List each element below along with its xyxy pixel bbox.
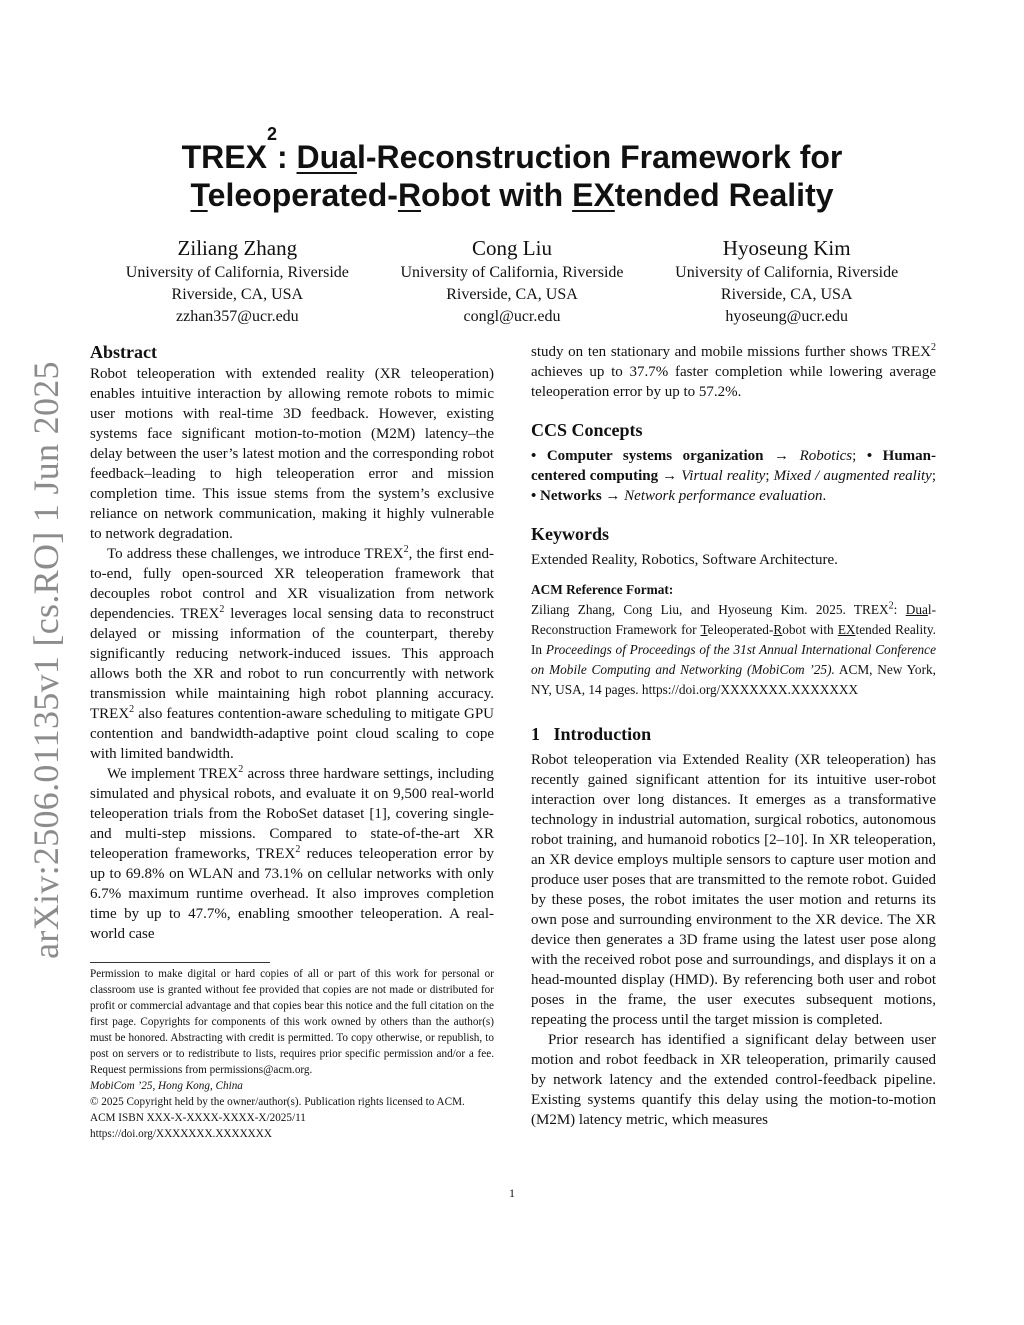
right-column [531,342,936,1130]
ccs-concepts: • Computer systems organization → Robotics; • Human-centered computing → Virtual reality; Mixed / augmented reality; • Networks → Network performance evaluation. [531,448,936,504]
author-3 [649,234,924,328]
author-location: Riverside, CA, USA [446,286,578,303]
page-number: 1 [509,1186,515,1200]
permission-notice: Permission to make digital or hard copies of all or part of this work for personal or classroom use is granted without fee provided that copies are not made or distributed for profit or commercial advantage and that copies bear this notice and the full citation on the first page. Copyrights for components of this work owned by others than the author(s) must be honored. Abstracting with credit is permitted. To copy otherwise, or republish, to post on servers or to redistribute to lists, requires prior specific permission and/or a fee. Request permissions from permissions@acm.org. [90,968,494,1076]
author-1 [100,234,375,328]
copyright-notice: © 2025 Copyright held by the owner/author(s). Publication rights licensed to ACM. [90,1096,465,1108]
keywords-text: Extended Reality, Robotics, Software Architecture. [531,552,838,568]
author-name: Ziliang Zhang [177,236,298,260]
title-line-1: TREX$^2$: Dual-Reconstruction Framework for [181,124,843,175]
author-name: Hyoseung Kim [722,236,851,260]
arxiv-watermark [13,361,79,959]
author-affiliation: University of California, Riverside [675,264,899,281]
intro-paragraph-1: Robot teleoperation via Extended Reality (XR teleoperation) has recently gained significant attention for its intuitive user-robot interaction over long distances. It emerges as a transformative technology in industrial automation, surgical robotics, autonomous robot training, and humanoid robotics [2–10]. In XR teleoperation, an XR device employs multiple sensors to capture user motion and produce user poses that are transmitted to the remote robot. Guided by these poses, the robot imitates the user motion and returns its own pose and surrounding environment to the XR device. The XR device then generates a 3D frame using the latest user pose along with the received robot pose and surroundings, and displays it on a head-mounted display (HMD). By referencing both user and robot poses in the frame, the user executes subsequent motions, repeating the process until the target mission is completed. [531,752,936,1028]
keywords-heading: Keywords [531,524,609,544]
paper-title [100,124,924,214]
abstract-paragraph-2: To address these challenges, we introduce TREX$^2$, the first end-to-end, fully open-sourced XR teleoperation framework that decouples robot control and XR visualization from network dependencies. TREX$^2$ leverages local sensing data to reconstruct delayed or missing information of the counterpart, thereby significantly reducing network-induced issues. This approach allows both the XR and robot to run concurrently with network transmission while maintaining high robot planning accuracy. TREX$^2$ also features contention-aware scheduling to mitigate GPU contention and bandwidth-adaptive point cloud scaling to cope with limited bandwidth. [90,544,495,762]
footnote-rule [90,962,270,963]
doi: https://doi.org/XXXXXXX.XXXXXXX [90,1128,272,1140]
introduction-heading: 1 Introduction [531,724,652,744]
arxiv-id-text: arXiv:2506.01135v1 [cs.RO] 1 Jun 2025 [26,361,66,959]
author-email: zzhan357@ucr.edu [175,308,299,325]
abstract-continuation: study on ten stationary and mobile missions further shows TREX$^2$ achieves up to 37.7% faster completion while lowering average teleoperation error by up to 57.2%. [531,342,936,400]
author-location: Riverside, CA, USA [720,286,853,303]
author-email: hyoseung@ucr.edu [725,308,849,325]
venue: MobiCom ’25, Hong Kong, China [90,1080,243,1092]
author-location: Riverside, CA, USA [171,286,304,303]
acm-reference-text: Ziliang Zhang, Cong Liu, and Hyoseung Kim. 2025. TREX$^2$: Dual-Reconstruction Framework for Teleoperated-Robot with EXtended Reality. In Proceedings of Proceedings of the 31st Annual International Conference on Mobile Computing and Networking (MobiCom ’25). ACM, New York, NY, USA, 14 pages. https://doi.org/XXXXXXX.XXXXXXX [531,600,936,697]
acm-reference-heading: ACM Reference Format: [531,582,674,597]
intro-paragraph-2: Prior research has identified a significant delay between user motion and robot feedback in XR teleoperation, primarily caused by network latency and the extended control-feedback pipeline. Existing systems quantify this delay using the motion-to-motion (M2M) latency metric, which measures [531,1032,936,1128]
footnote-block [90,962,494,1142]
title-line-2: Teleoperated-Robot with EXtended Reality [190,177,834,213]
author-block [100,234,924,328]
abstract-paragraph-3: We implement TREX$^2$ across three hardware settings, including simulated and physical robots, and evaluate it on 9,500 real-world teleoperation trials from the RoboSet dataset [1], covering single- and multi-step missions. Compared to state-of-the-art XR teleoperation frameworks, TREX$^2$ reduces teleoperation error by up to 69.8% on WLAN and 73.1% on cellular networks with only 6.7% maximum runtime overhead. It also improves completion time by up to 47.7%, enabling smoother teleoperation. A real-world case [90,764,495,942]
acm-reference [531,580,936,700]
isbn: ACM ISBN XXX-X-XXXX-XXXX-X/2025/11 [90,1112,306,1124]
left-column [90,340,494,944]
abstract-heading: Abstract [90,342,157,362]
abstract-paragraph-1: Robot teleoperation with extended reality (XR teleoperation) enables intuitive interaction by allowing remote robots to mimic user motions with real-time 3D feedback. However, existing systems face significant motion-to-motion (M2M) latency–the delay between the user’s latest motion and the corresponding robot feedback–leading to high teleoperation error and mission completion time. This issue stems from the system’s exclusive reliance on network communication, making it highly vulnerable to network degradation. [90,366,494,542]
ccs-heading: CCS Concepts [531,420,643,440]
author-name: Cong Liu [472,236,552,260]
author-2 [375,234,650,328]
author-email: congl@ucr.edu [463,308,561,325]
author-affiliation: University of California, Riverside [125,264,349,281]
author-affiliation: University of California, Riverside [400,264,624,281]
